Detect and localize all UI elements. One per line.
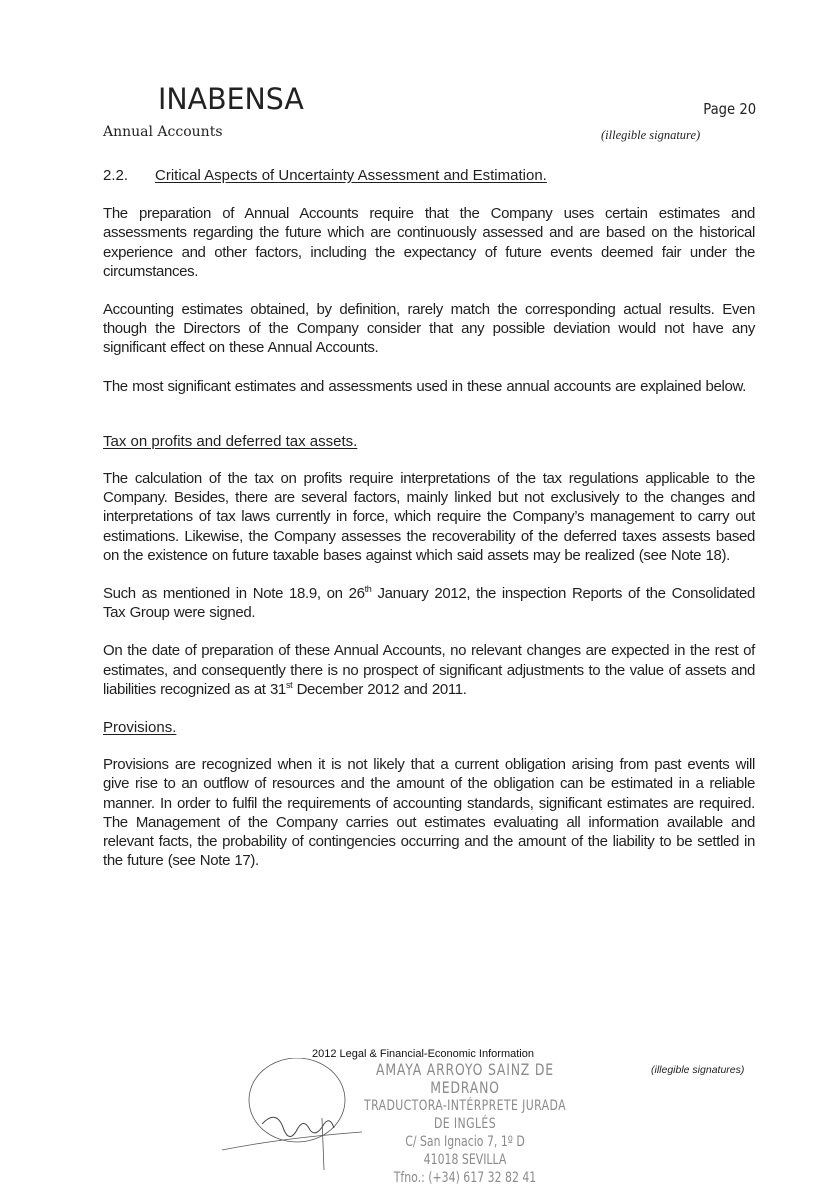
- stamp-phone: Tfno.: (+34) 617 32 82 41: [393, 1170, 537, 1186]
- page-number: Page 20: [703, 100, 756, 118]
- paragraph: Provisions are recognized when it is not likely that a current obligation arising from past events will give rise to an outflow of resources and the amount of the obligation can be estimated in a reliable manner. In order to fulfil the requirements of accounting standards, significant estimates are required. The Management of the Company carries out estimates evaluating all information available and relevant facts, the probability of contingencies occurring and the amount of the liability to be settled in the future (see Note 17).: [103, 756, 755, 870]
- company-logo: INABENSA: [158, 82, 304, 116]
- paragraph: Such as mentioned in Note 18.9, on 26th January 2012, the inspection Reports of the Consolidated Tax Group were signed.: [103, 584, 755, 622]
- footer-title: 2012 Legal & Financial-Economic Information: [312, 1048, 534, 1060]
- stamp-address: C/ San Ignacio 7, 1º D: [405, 1134, 525, 1150]
- translator-stamp: [360, 1061, 571, 1187]
- paragraph: The preparation of Annual Accounts require that the Company uses certain estimates and assessments regarding the future which are continuously assessed and are based on the historical experience and other factors, including the expectancy of future events deemed fair under the circumstances.: [103, 205, 755, 280]
- section-heading: [103, 166, 755, 185]
- provisions-heading: Provisions.: [103, 719, 177, 737]
- tax-heading: Tax on profits and deferred tax assets.: [103, 432, 358, 450]
- paragraph: Accounting estimates obtained, by definition, rarely match the corresponding actual results. Even though the Directors of the Company consider that any possible deviation would not have any significant effect on these Annual Accounts.: [103, 301, 755, 357]
- document-subtitle: Annual Accounts: [103, 124, 223, 140]
- paragraph: The most significant estimates and assessments used in these annual accounts are explained below.: [103, 377, 746, 395]
- handwritten-signature-icon: [222, 1058, 372, 1170]
- section-title: Critical Aspects of Uncertainty Assessment and Estimation.: [155, 167, 547, 184]
- paragraph: On the date of preparation of these Annual Accounts, no relevant changes are expected in the rest of estimates, and consequently there is no prospect of significant adjustments to the value of assets and liabilities recognized as at 31st December 2012 and 2011.: [103, 642, 755, 698]
- section-number: 2.2.: [103, 167, 129, 184]
- paragraph: The calculation of the tax on profits require interpretations of the tax regulations applicable to the Company. Besides, there are several factors, mainly linked but not exclusively to the changes and interpretations of tax laws currently in force, which require the Company’s management to carry out estimations. Likewise, the Company assesses the recoverability of the deferred taxes assests based on the existence on future taxable bases against which said assets may be realized (see Note 18).: [103, 470, 755, 564]
- stamp-city: 41018 SEVILLA: [423, 1152, 507, 1168]
- stamp-role: TRADUCTORA-INTÉRPRETE JURADA DE INGLÉS: [364, 1098, 566, 1132]
- document-body: [103, 166, 755, 870]
- header-signature-note: (illegible signature): [601, 128, 701, 142]
- footer-signature-note: (illegible signatures): [651, 1064, 745, 1076]
- stamp-name: AMAYA ARROYO SAINZ DE MEDRANO: [376, 1060, 554, 1097]
